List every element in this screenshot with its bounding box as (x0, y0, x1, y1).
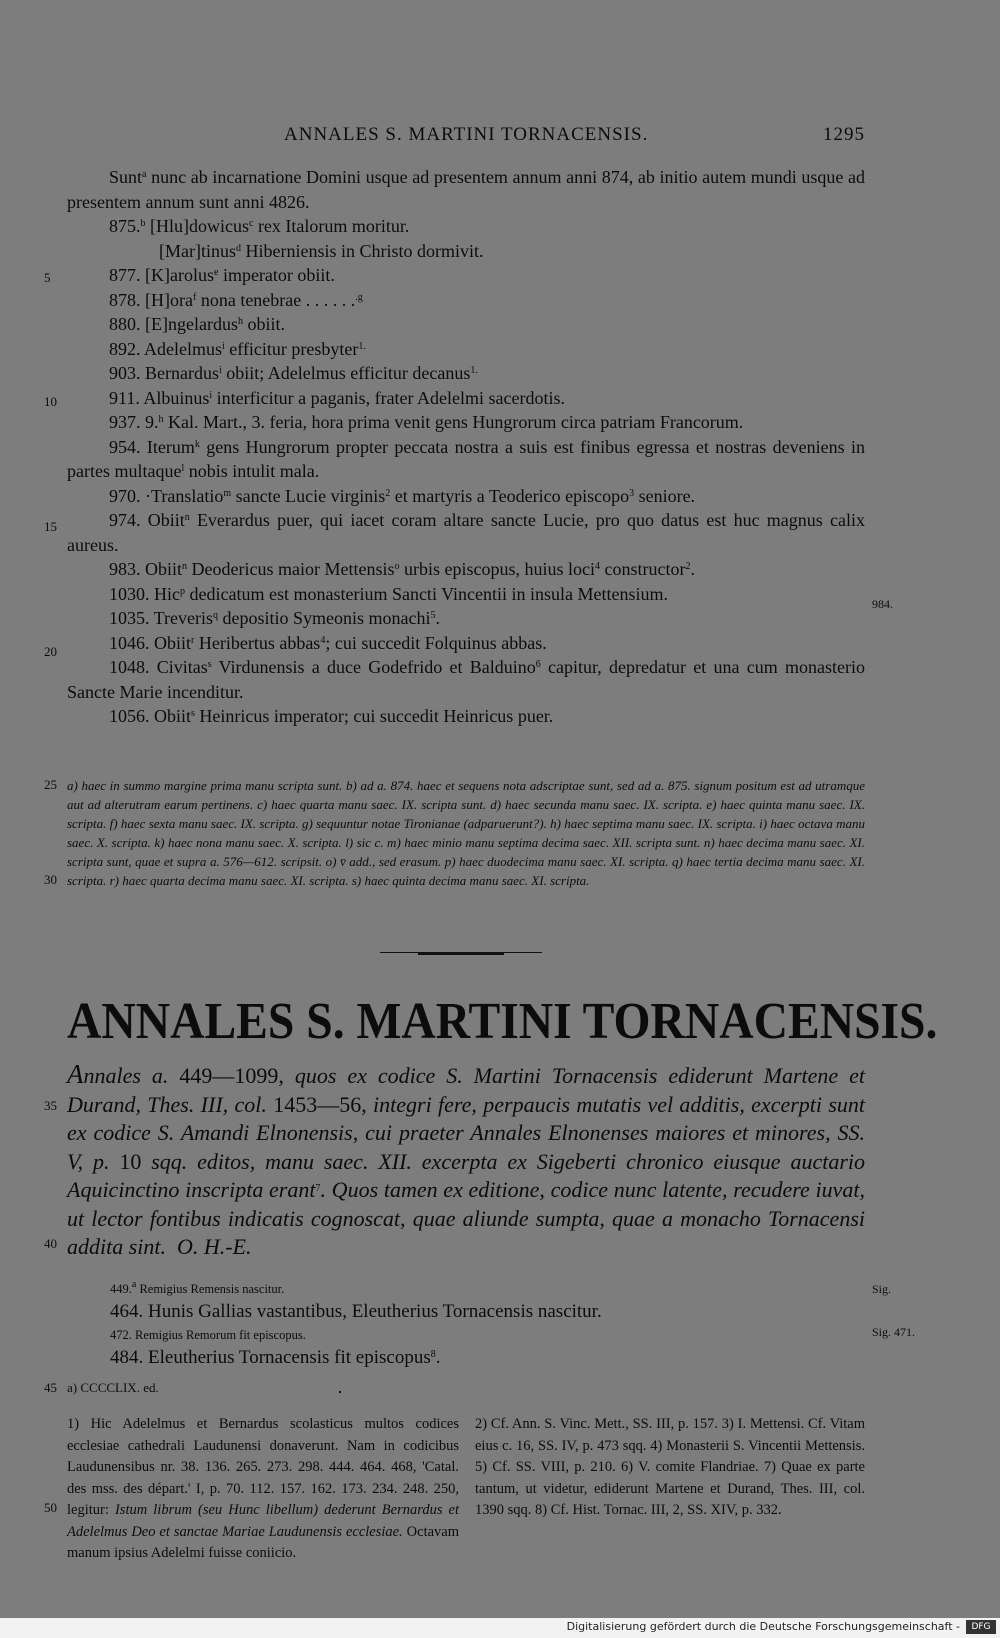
line-number: 35 (44, 1098, 57, 1113)
entry-878: 878. [H]ora$^f$ nona tenebrae . . . . . .$^{.g}$ (109, 289, 363, 310)
margin-sig: Sig. 471. (872, 1325, 916, 1339)
entry-464: 464. Hunis Gallias vastantibus, Eleutherius Tornacensis nascitur. (110, 1301, 602, 1322)
entry-877: 877. [K]arolus$^e$ imperator obiit. (109, 265, 335, 285)
line-number: 40 (44, 1236, 57, 1251)
apparatus-note: a) CCCCLIX. ed. (67, 1380, 159, 1395)
line-number: 50 (44, 1500, 57, 1515)
critical-apparatus: a) haec in summo margine prima manu scripta sunt. b) ad a. 874. haec et sequens nota adscriptae sunt, sed ad a. 875. signum positum est ad utramque aut ad alterutram earum pertinens. c) haec quarta manu saec. IX. scripta sunt. d) haec secunda manu saec. IX. scripta. e) haec quinta manu saec. IX. scripta. f) haec sexta manu saec. IX. scripta. g) sequuntur notae Tironianae (adparuerunt?). h) haec septima manu saec. IX. scripta. i) haec octava manu saec. X. scripta. k) haec nona manu saec. X. scripta. l) sic c. m) haec minio manu septima decima saec. XII. scripta sunt. n) haec decima manu saec. XI. scripta sunt, quae et supra a. 576—612. scripsit. o) v̄ add., sed erasum. p) haec duodecima manu saec. XI. scripta. q) haec tertia decima manu saec. XI. scripta. r) haec quarta decima manu saec. XI. scripta. s) haec quinta decima manu saec. XI. scripta. (67, 778, 865, 888)
entry-472: 472. Remigius Remorum fit episcopus. (110, 1328, 306, 1342)
margin-sig: Sig. (872, 1282, 892, 1296)
entry-974: 974. Obiit$^n$ Everardus puer, qui iacet coram altare sancte Lucie, pro quo datus est huc magnus calix aureus. (67, 510, 865, 555)
entry-1035: 1035. Treveris$^q$ depositio Symeonis monachi$^5$. (109, 608, 440, 628)
line-number: 15 (44, 519, 57, 534)
entry-903: 903. Bernardus$^i$ obiit; Adelelmus efficitur decanus$^{1.}$ (109, 363, 478, 383)
entry-983: 983. Obiit$^n$ Deodericus maior Mettensis$^o$ urbis episcopus, huius loci$^4$ constructor$^2$. (109, 559, 695, 579)
entry-937: 937. 9.$^h$ Kal. Mart., 3. feria, hora prima venit gens Hungrorum circa patriam Francorum. (109, 412, 744, 432)
entry-1046: 1046. Obiit$^r$ Heribertus abbas$^4$; cui succedit Folquinus abbas. (109, 632, 547, 653)
entry-954: 954. Iterum$^k$ gens Hungrorum propter peccata nostra a suis est finibus egressa et nostras deveniens in partes multaque$^l$ nobis intulit mala. (67, 436, 866, 481)
entry-449: 449.$^a$ Remigius Remensis nascitur. (110, 1279, 285, 1296)
entry-970: 970. ·Translatio$^m$ sancte Lucie virginis$^2$ et martyris a Teoderico episcopo$^3$ seniore. (109, 485, 696, 506)
line-number: 45 (44, 1380, 57, 1395)
entry-1048: 1048. Civitas$^s$ Virdunensis a duce Godefrido et Balduino$^6$ capitur, depredatur et una cum monasterio Sancte Marie incenditur. (67, 657, 865, 702)
entry-874: Sunt$^a$ nunc ab incarnatione Domini usque ad presentem annum anni 874, ab initio autem mundi usque ad presentem annum sunt anni 4826. (67, 167, 866, 212)
initial-letter: A (67, 1059, 84, 1089)
dfg-logo-icon: DFG (966, 1620, 996, 1634)
running-title: ANNALES S. MARTINI TORNACENSIS. (284, 124, 649, 145)
running-head (0, 124, 1000, 150)
section-title: ANNALES S. MARTINI TORNACENSIS. (67, 993, 938, 1050)
entry-892: 892. Adelelmus$^i$ efficitur presbyter$^{1.}$ (109, 338, 366, 359)
entry-875: 875.$^b$ [Hlu]dowicus$^c$ rex Italorum moritur. (109, 216, 410, 236)
entry-911: 911. Albuinus$^i$ interficitur a paganis, frater Adelelmi sacerdotis. (109, 387, 566, 408)
entry-880: 880. [E]ngelardus$^h$ obiit. (109, 314, 285, 334)
line-number: 5 (44, 270, 51, 285)
entry-875b: [Mar]tinus$^d$ Hiberniensis in Christo dormivit. (159, 240, 484, 261)
line-number: 20 (44, 644, 57, 659)
line-number: 30 (44, 872, 57, 887)
digitization-credit: Digitalisierung gefördert durch die Deutsche Forschungsgemeinschaft - DFG (0, 1618, 1000, 1638)
introduction: Annales a. 449—1099, quos ex codice S. Martini Tornacensis ediderunt Martene et Durand, Thes. III, col. 1453—56, integri fere, perpaucis mutatis vel additis, excerpti sunt ex codice S. Amandi Elnonensis, cui praeter Annales Elnonenses maiores et minores, SS. V, p. 10 sqq. editos, manu saec. XII. excerpta ex Sigeberti chronico eiusque auctario Aquicinctino inscripta erant$^7$. Quos tamen ex editione, codice nunc latente, recudere iuvat, ut lector fontibus indicatis cognoscat, quae aliunde sumpta, quae a monacho Tornacensi addita sint. O. H.-E. (67, 1059, 866, 1259)
stray-mark (339, 1391, 341, 1393)
line-number: 10 (44, 394, 57, 409)
entry-1056: 1056. Obiit$^s$ Heinricus imperator; cui succedit Heinricus puer. (109, 706, 554, 726)
annals-text (67, 165, 865, 729)
footnotes-left: 1) Hic Adelelmus et Bernardus scolasticus multos codices ecclesiae cathedrali Laudunensi donaverunt. Nam in codicibus Laudunensibus nr. 38. 136. 265. 273. 298. 444. 464. 468, 'Catal. des mss. des départ.' I, p. 70. 112. 157. 162. 173. 234. 248. 250, legitur: Istum librum (seu Hunc libellum) dederunt Bernardus et Adelelmus Deo et sanctae Mariae Laudunensis ecclesiae. Octavam manum ipsius Adelelmi fuisse coniicio. (67, 1416, 460, 1561)
entry-484: 484. Eleutherius Tornacensis fit episcopus$^8$. (110, 1347, 441, 1368)
annals-second (110, 1278, 870, 1370)
margin-year: 984. (872, 597, 893, 611)
section-divider-thick (418, 952, 504, 955)
footnotes-right: 2) Cf. Ann. S. Vinc. Mett., SS. III, p. 157. 3) I. Mettensi. Cf. Vitam eius c. 16, SS. IV, p. 473 sqq. 4) Monasterii S. Vincentii Mettensis. 5) Cf. SS. VIII, p. 210. 6) V. comite Flandriae. 7) Quae ex parte tantum, ut videtur, ediderunt Martene et Durand, Thes. III, col. 1390 sqq. 8) Cf. Hist. Tornac. III, 2, SS. XIV, p. 332. (475, 1416, 865, 1518)
page-number: 1295 (823, 124, 865, 145)
entry-1030: 1030. Hic$^p$ dedicatum est monasterium Sancti Vincentii in insula Mettensium. (109, 583, 669, 604)
author-initials: O. H.-E. (177, 1234, 252, 1259)
line-number: 25 (44, 777, 57, 792)
